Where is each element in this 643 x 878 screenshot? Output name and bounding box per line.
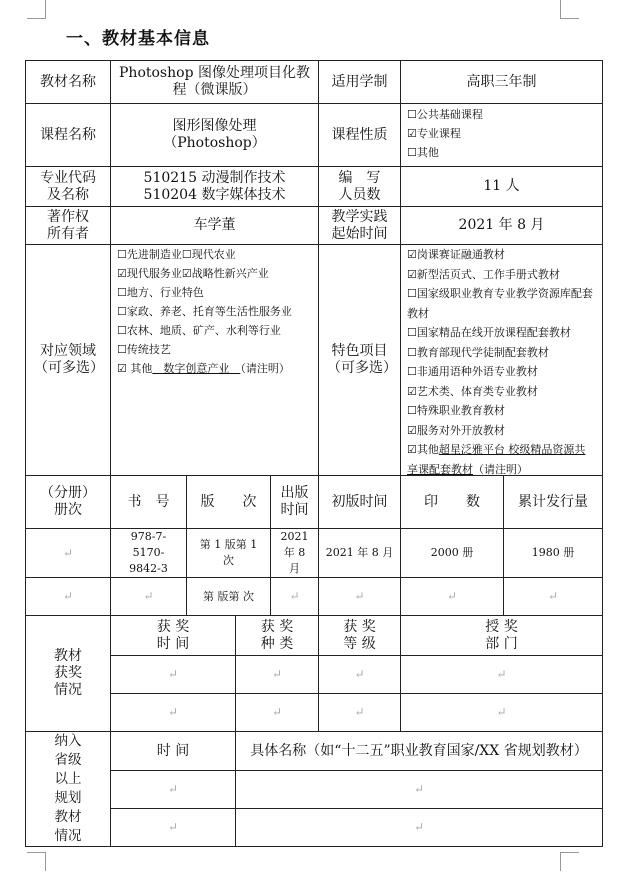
award-cell[interactable] [400,655,603,694]
feature-option-other: ☑其他超星泛雅平台 校级精品资源共享课配套教材（请注明） [407,443,586,476]
edition-cell-isbn[interactable]: 978-7-5170-9842-3 [110,528,187,578]
edition-header-prints: 印 数 [400,475,504,529]
edition-cell-pubdate[interactable]: 2021 年 8 月 [270,528,319,578]
award-header-type: 获 奖 种 类 [235,615,319,656]
field-option[interactable]: ☐传统技艺 [117,343,171,356]
nature-options [400,103,603,167]
fields-options [110,244,319,476]
major-label: 专业代码及名称 [25,166,111,207]
margin-corner-mark [560,0,579,19]
feature-option[interactable]: ☐非通用语种外语专业教材 [407,365,538,378]
planning-cell[interactable] [235,770,603,809]
edition-cell-edition[interactable]: 第 1 版第 1 次 [186,528,271,578]
edition-header-pubdate: 出版时间 [270,475,319,529]
feature-option[interactable]: ☑服务对外开放教材 [407,423,505,437]
nature-option-public[interactable]: ☐公共基础课程 [407,108,483,121]
practice-label: 教学实践起始时间 [318,206,401,245]
field-option[interactable]: ☐农林、地质、矿产、水利等行业 [117,324,281,337]
edition-header-first: 初版时间 [318,475,401,529]
award-header-dept: 授 奖 部 门 [400,615,603,656]
feature-other-value: 超星泛雅平台 校级精品资源共享课配套教材 [407,443,586,476]
feature-option[interactable]: ☑艺术类、体育类专业教材 [407,384,538,398]
copyright-label: 著作权所有者 [25,206,111,245]
edition-cell[interactable] [270,577,319,616]
features-label: 特色项目（可多选） [318,244,401,476]
practice-value: 2021 年 8 月 [400,206,603,245]
award-header-time: 获 奖 时 间 [110,615,236,656]
field-option[interactable]: ☐家政、养老、托育等生活性服务业 [117,305,292,318]
authors-value: 11 人 [400,166,603,207]
features-options [400,244,603,476]
major-values [110,166,319,207]
field-other-value: 数字创意产业 [152,362,241,375]
nature-option-other[interactable]: ☐其他 [407,146,439,159]
name-value: Photoshop 图像处理项目化教程（微课版） [110,60,319,104]
edition-cell-total[interactable]: 1980 册 [503,528,603,578]
section-title: 一、教材基本信息 [66,29,210,49]
nature-option-professional[interactable]: ☑专业课程 [407,127,461,140]
fields-label: 对应领域（可多选） [25,244,111,476]
field-option[interactable]: ☐先进制造业☐现代农业 [117,248,236,261]
feature-option[interactable]: ☐国家精品在线开放课程配套教材 [407,326,571,339]
nature-label: 课程性质 [318,103,401,167]
course-value: 图形图像处理（Photoshop） [110,103,319,167]
field-option-other: ☑ 其他 数字创意产业 （请注明） [117,362,290,375]
margin-corner-mark [560,852,579,871]
award-cell[interactable] [235,693,319,732]
award-cell[interactable] [235,655,319,694]
feature-option[interactable]: ☐教育部现代学徒制配套教材 [407,345,549,359]
edition-header-total: 累计发行量 [503,475,603,529]
award-cell[interactable] [318,693,401,732]
feature-option[interactable]: ☐特殊职业教育教材 [407,404,505,417]
feature-option[interactable]: ☐国家级职业教育专业教学资源库配套教材 [407,287,593,320]
planning-header-time: 时 间 [110,731,236,771]
planning-header-name: 具体名称（如“十二五”职业教育国家/XX 省规划教材） [235,731,603,771]
edition-cell-first[interactable]: 2021 年 8 月 [318,528,401,578]
award-cell[interactable] [400,693,603,732]
copyright-value: 车学董 [110,206,319,245]
field-option[interactable]: ☐地方、行业特色 [117,286,204,299]
edition-header-edition: 版 次 [186,475,271,529]
system-value: 高职三年制 [400,60,603,104]
award-cell[interactable] [110,693,236,732]
field-option[interactable]: ☑现代服务业☑战略性新兴产业 [117,267,269,280]
edition-cell-edition[interactable]: 第 版第 次 [186,577,271,616]
edition-cell[interactable] [25,577,111,616]
edition-cell[interactable] [318,577,401,616]
edition-cell[interactable] [110,577,187,616]
name-label: 教材名称 [25,60,111,104]
edition-cell[interactable] [25,528,111,578]
planning-label: 纳入省级以上规划教材情况 [25,731,111,847]
margin-corner-mark [27,0,46,19]
edition-cell[interactable] [400,577,504,616]
edition-header-volume: （分册）册次 [25,475,111,529]
award-header-level: 获 奖 等 级 [318,615,401,656]
authors-label: 编 写人员数 [318,166,401,207]
edition-cell-prints[interactable]: 2000 册 [400,528,504,578]
planning-cell[interactable] [110,770,236,809]
planning-cell[interactable] [235,808,603,847]
award-cell[interactable] [110,655,236,694]
edition-cell[interactable] [503,577,603,616]
margin-corner-mark [27,852,46,871]
feature-option[interactable]: ☑新型活页式、工作手册式教材 [407,267,560,281]
edition-header-isbn: 书 号 [110,475,187,529]
feature-option[interactable]: ☑岗课赛证融通教材 [407,248,505,261]
major-value: 510215 动漫制作技术 [143,169,286,186]
awards-label: 教材获奖情况 [25,615,111,732]
course-label: 课程名称 [25,103,111,167]
planning-cell[interactable] [110,808,236,847]
system-label: 适用学制 [318,60,401,104]
major-value: 510204 数字媒体技术 [143,186,286,203]
award-cell[interactable] [318,655,401,694]
